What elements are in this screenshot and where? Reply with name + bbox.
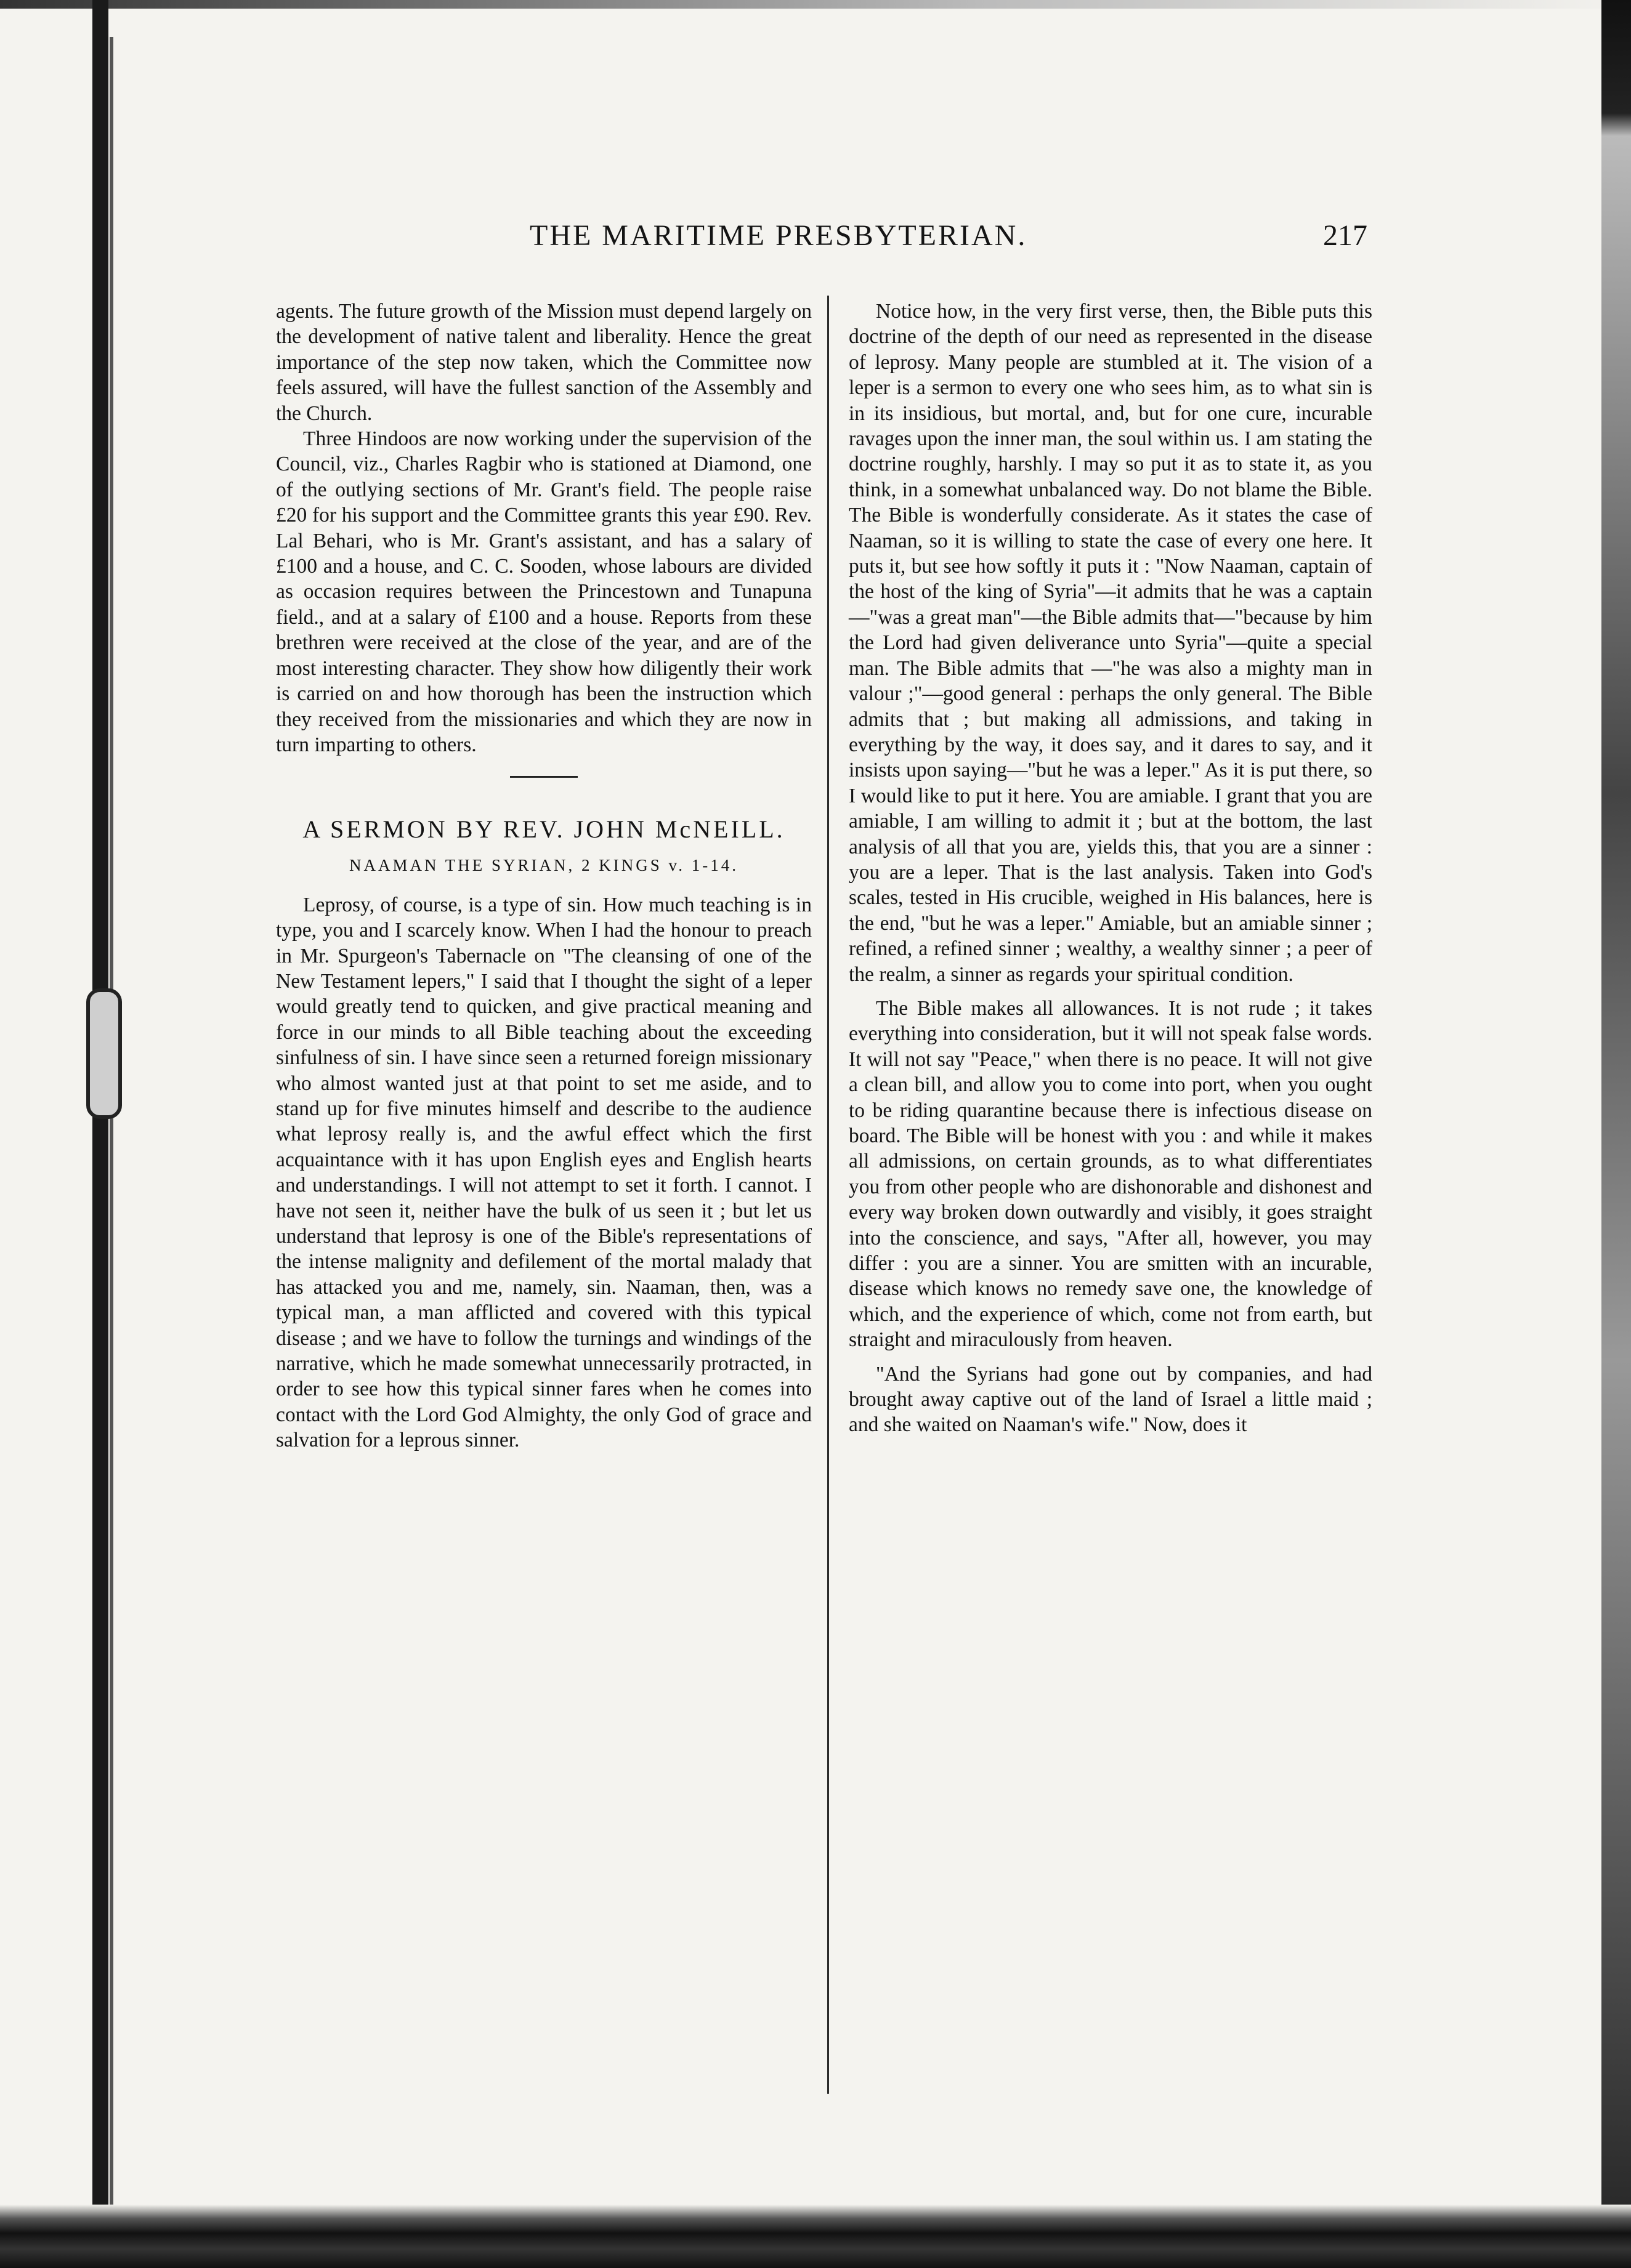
paragraph-notice: Notice how, in the very first verse, then, the Bible puts this doctrine of the depth of our need as represented in the disease of leprosy. Many people are stumbled at it. The vision of a leper is a sermon to every one who sees him, as to what sin is in its insidious, but mortal, and, but for one cure, incurable ravages upon the inner man, the soul within us. I am stating the doctrine roughly, harshly. I may so put it as to state it, as you think, in a somewhat unbalanced way. Do not blame the Bible. The Bible is wonderfully considerate. As it states the case of Naaman, so it is willing to state the case of every one here. It puts it, but see how softly it puts it : "Now Naaman, captain of the host of the king of Syria"—it admits that he was a captain—"was a great man"—the Bible admits that—"because by him the Lord had given deliverance unto Syria"—quite a special man. The Bible admits that —"he was also a mighty man in valour ;"—good general : perhaps the only general. The Bible admits that ; but making all admissions, and taking in everything by the way, it does say, and it dares to say, and it insists upon saying—"but he was a leper." As it is put there, so I would like to put it here. You are amiable. I grant that you are amiable, I am willing to admit it ; but at the bottom, the last analysis of all that you are, yields this, that you are a sinner : you are a leper. That is the last analysis. Taken into God's scales, tested in His crucible, weighed in His balances, here is the end, "but he was a leper." Amiable, but an amiable sinner ; refined, a refined sinner ; wealthy, a wealthy sinner ; a peer of the realm, a sinner as regards your spiritual condition.: [849, 300, 1372, 986]
page-header: [271, 219, 1367, 262]
paragraph-leprosy: Leprosy, of course, is a type of sin. How much teaching is in type, you and I scarcely know. When I had the honour to preach in Mr. Spurgeon's Tabernacle on "The cleansing of one of the New Testament lepers," I said that I thought the sight of a leper would greatly tend to quicken, and give practical meaning and force in our minds to all Bible teaching about the exceeding sinfulness of sin. I have since seen a returned foreign missionary who almost wanted just at that point to set me aside, and to stand up for five minutes himself and describe to the audience what leprosy really is, and the awful effect which the first acquaintance with it has upon English eyes and English hearts and understandings. I will not attempt to set it forth. I cannot. I have not seen it, neither have the bulk of us seen it ; but let us understand that leprosy is one of the Bible's representations of the intense malignity and defilement of the mortal malady that has attacked you and me, namely, sin. Naaman, then, was a typical man, a man afflicted and covered with this typical disease ; and we have to follow the turnings and windings of the narrative, which he made somewhat unnecessarily protracted, in order to see how this typical sinner fares when he comes into contact with the Lord God Almighty, the only God of grace and salvation for a leprous sinner.: [276, 893, 812, 1452]
paragraph-agents: agents. The future growth of the Mission must depend largely on the development of native talent and liberality. Hence the great importance of the step now taken, which the Committee now feels assured, will have the fullest sanction of the Assembly and the Church.: [276, 300, 812, 425]
left-column: [276, 299, 812, 2084]
binding-shadow: [110, 37, 113, 2229]
scan-right-edge: [1601, 0, 1631, 2268]
binding-clasp: [86, 988, 122, 1119]
scan-top-edge: [0, 0, 1631, 9]
running-title: THE MARITIME PRESBYTERIAN.: [530, 219, 1027, 252]
scan-bottom-edge: [0, 2205, 1631, 2268]
section-divider: [510, 776, 578, 778]
sermon-title: A SERMON BY REV. JOHN McNEILL.: [302, 815, 785, 844]
paragraph-hindoos: Three Hindoos are now working under the supervision of the Council, viz., Charles Ragbir who is stationed at Diamond, one of the outlying sections of Mr. Grant's field. The people raise £20 for his support and the Committee grants this year £90. Rev. Lal Behari, who is Mr. Grant's assistant, and has a salary of £100 and a house, and C. C. Sooden, whose labours are divided as occasion requires between the Princestown and Tunapuna field., and at a salary of £100 and a house. Reports from these brethren were received at the close of the year, and are of the most interesting character. They show how diligently their work is carried on and how thorough has been the instruction which they received from the missionaries and which they are now in turn imparting to others.: [276, 427, 812, 756]
sermon-subtitle: NAAMAN THE SYRIAN, 2 KINGS v. 1-14.: [349, 856, 739, 875]
paragraph-allowances: The Bible makes all allowances. It is not rude ; it takes everything into consideration, but it will not speak false words. It will not say "Peace," when there is no peace. It will not give a clean bill, and allow you to come into port, when you ought to be riding quarantine because there is infectious disease on board. The Bible will be honest with you : and while it makes all admissions, on certain grounds, as to what differentiates you from other people who are dishonorable and dishonest and every way broken down outwardly and visibly, it goes straight into the conscience, and says, "After all, however, you may differ : you are a sinner. You are smitten with an incurable, disease which knows no remedy save one, the knowledge of which, and the experience of which, come not from earth, but straight and miraculously from heaven.: [849, 996, 1372, 1352]
paragraph-syrians: "And the Syrians had gone out by companies, and had brought away captive out of the land of Israel a little maid ; and she waited on Naaman's wife." Now, does it: [849, 1362, 1372, 1437]
book-binding-edge: [92, 0, 108, 2268]
right-column: [849, 299, 1372, 2084]
page-number: 217: [1323, 219, 1367, 252]
column-divider: [827, 296, 829, 2094]
